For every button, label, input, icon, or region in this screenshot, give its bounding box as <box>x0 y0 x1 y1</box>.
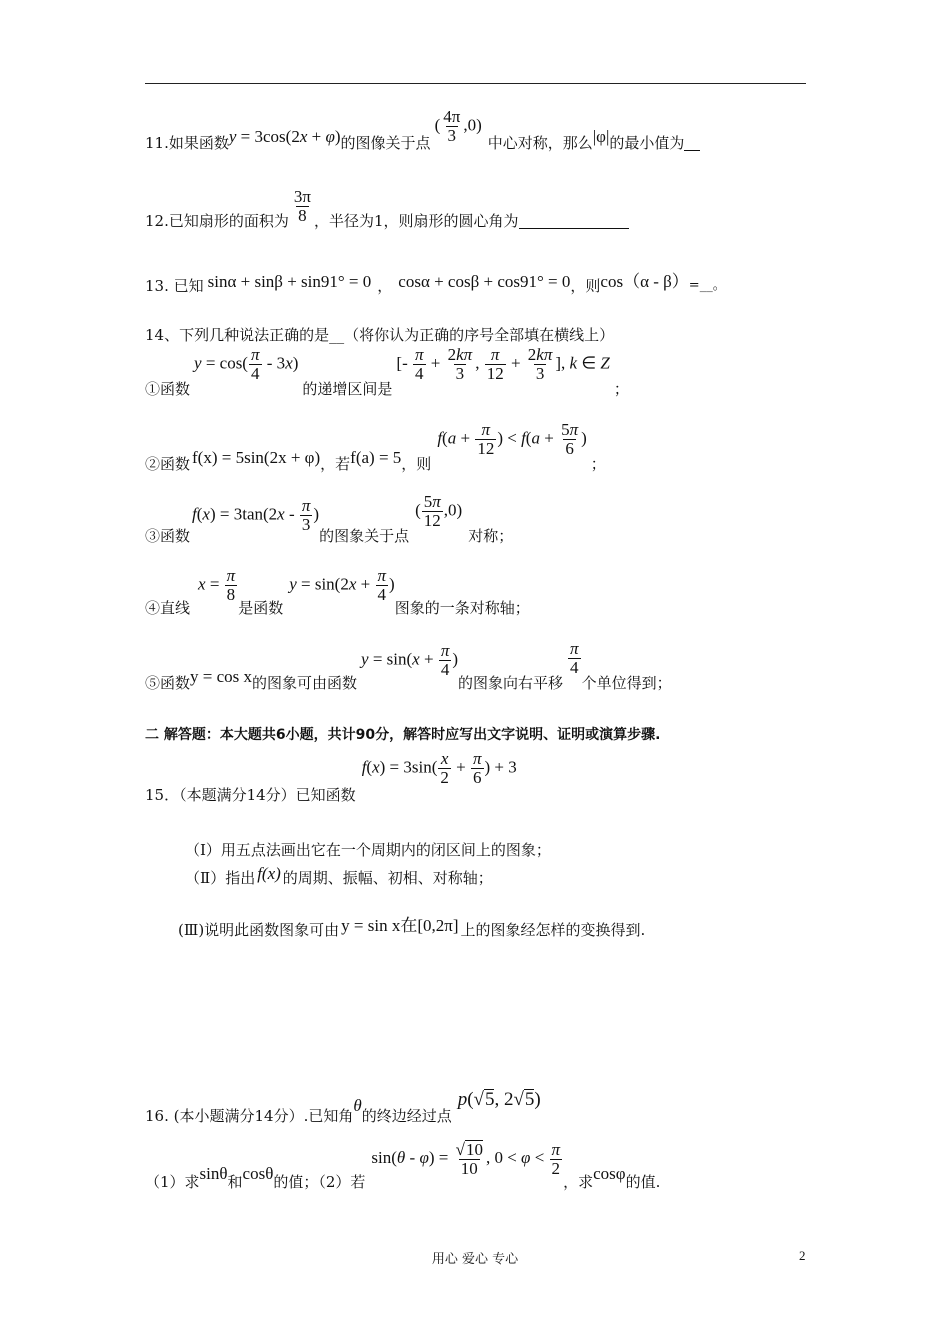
q15-prefix: 15．（本题满分14分）已知函数 <box>145 786 356 804</box>
q11-abs-phi: |φ| <box>592 127 610 146</box>
q12-tail: ，半径为1，则扇形的圆心角为 <box>313 212 519 230</box>
q11-answer-blank <box>684 150 700 151</box>
s2-end: ； <box>590 455 606 473</box>
q16-p1-comma: ，求 <box>563 1173 594 1191</box>
s2-then: ，则 <box>401 455 432 473</box>
s3-end: 对称； <box>468 527 514 545</box>
s2-if: ，若 <box>320 455 351 473</box>
q12-answer-blank <box>519 228 629 229</box>
q14-statement-2 <box>145 420 606 473</box>
q16-and: 和 <box>227 1173 243 1191</box>
q13-eq1: sinα + sinβ + sin91° = 0 <box>207 272 372 291</box>
q16-condition: sin(θ - φ) = $\frac{√10}{10}$ , 0 < φ < $\frac{\pi}{2}$ <box>371 1139 561 1178</box>
q11-mid2: 中心对称，那么 <box>487 134 593 152</box>
question-16 <box>145 1089 541 1125</box>
s3-text: 的图象关于点 <box>319 527 410 545</box>
q12-prefix: 12.已知扇形的面积为 <box>145 212 289 230</box>
q15-p2-post: 的周期、振幅、初相、对称轴； <box>282 869 493 887</box>
q14-statement-4 <box>145 566 530 617</box>
q16-parts <box>145 1139 661 1191</box>
s2-label: ②函数 <box>145 455 191 473</box>
q14-statement-5 <box>145 639 672 692</box>
header-rule <box>145 83 806 84</box>
s5-shift: $\frac{\pi}{4}$ <box>570 639 579 677</box>
q16-theta: θ <box>353 1096 362 1115</box>
s1-text: 的递增区间是 <box>302 380 393 398</box>
s5-text2: 的图象向右平移 <box>458 674 564 692</box>
page-number: 2 <box>799 1248 806 1263</box>
s1-label: ①函数 <box>145 380 191 398</box>
q15-p2-pre: （Ⅱ）指出 <box>185 869 256 887</box>
s5-text: 的图象可由函数 <box>252 674 358 692</box>
s5-label: ⑤函数 <box>145 674 191 692</box>
s4-label: ④直线 <box>145 599 191 617</box>
q13-tail: =__。 <box>688 278 726 293</box>
q16-prefix: 16. (本小题满分14分）.已知角 <box>145 1107 354 1125</box>
s4-text: 是函数 <box>238 599 284 617</box>
q11-prefix: 11.如果函数 <box>145 134 229 152</box>
s3-point: ( $\frac{5\pi}{12}$ ,0) <box>415 492 463 530</box>
question-15 <box>145 749 517 804</box>
q16-point: p(√5, 2√5) <box>457 1089 541 1110</box>
q16-p1-mid: 的值；（2）若 <box>273 1173 366 1191</box>
q16-cos-theta: cosθ <box>242 1164 274 1183</box>
q13-eq2: cosα + cosβ + cos91° = 0 <box>398 272 571 291</box>
section-2-heading <box>145 725 660 745</box>
s4-end: 图象的一条对称轴； <box>394 599 530 617</box>
q15-p2-func: f(x) <box>257 864 281 883</box>
q15-p3-post: 上的图象经怎样的变换得到. <box>460 921 646 939</box>
q11-function: y = 3cos(2x + φ) <box>228 127 341 146</box>
q13-sep: ， <box>377 277 393 295</box>
s3-label: ③函数 <box>145 527 191 545</box>
q11-point: ( $\frac{4\pi}{3}$ ,0) <box>434 107 482 145</box>
s2-inequality: f(a + $\frac{\pi}{12}$ ) < f(a + $\frac{5\pi}{6}$ ) <box>437 420 587 458</box>
question-12 <box>145 187 629 235</box>
q13-prefix: 13. 已知 <box>145 277 204 295</box>
q15-part-2 <box>185 864 493 888</box>
q15-part-1: （Ⅰ）用五点法画出它在一个周期内的闭区间上的图象； <box>185 841 551 859</box>
question-14 <box>145 325 614 345</box>
q11-tail: 的最小值为 <box>609 134 685 152</box>
q16-sin-theta: sinθ <box>199 1164 228 1183</box>
q14-intro: 14、下列几种说法正确的是__（将你认为正确的序号全部填在横线上） <box>145 326 615 344</box>
q15-p3-func: y = sin x在[0,2π] <box>341 916 459 935</box>
s4-line: x = $\frac{\pi}{8}$ <box>198 566 236 604</box>
question-13 <box>145 272 726 296</box>
q14-statement-3 <box>145 492 514 545</box>
q16-cos-phi: cosφ <box>593 1164 626 1183</box>
q16-mid: 的终边经过点 <box>361 1107 452 1125</box>
section-2-text: 二 解答题：本大题共6小题，共计90分，解答时应写出文字说明、证明或演算步骤. <box>145 727 661 743</box>
s2-function: f(x) = 5sin(2x + φ) <box>192 448 321 467</box>
s4-function: y = sin(2x + $\frac{\pi}{4}$ ) <box>289 566 395 604</box>
q15-part-3 <box>178 916 646 940</box>
s5-source-function: y = sin(x + $\frac{\pi}{4}$ ) <box>361 641 459 679</box>
question-11 <box>145 107 700 157</box>
s5-end: 个单位得到； <box>581 674 672 692</box>
footer-motto: 用心 爱心 专心 <box>431 1252 519 1267</box>
s2-condition: f(a) = 5 <box>350 448 402 467</box>
q13-target: cos（α - β） <box>600 272 689 291</box>
q12-area: $\frac{3\pi}{8}$ <box>293 187 311 225</box>
q11-mid: 的图像关于点 <box>340 134 431 152</box>
s1-end: ； <box>613 380 629 398</box>
s1-function: y = cos( $\frac{\pi}{4}$ - 3x) <box>194 345 299 383</box>
s5-function: y = cos x <box>190 667 253 686</box>
s1-interval: [- $\frac{\pi}{4}$ + $\frac{2k\pi}{3}$ , $\frac{\pi}{12}$ + $\frac{2k\pi}{3}$ ], k ∈ Z <box>396 345 610 383</box>
q15-function: f(x) = 3sin( $\frac{x}{2}$ + $\frac{\pi}{6}$ ) + 3 <box>361 749 517 787</box>
q13-then: ，则 <box>570 277 601 295</box>
s3-function: f(x) = 3tan(2x - $\frac{\pi}{3}$ ) <box>192 496 320 534</box>
q16-p1-end: 的值. <box>625 1173 661 1191</box>
q16-p1-pre: （1）求 <box>145 1173 200 1191</box>
q15-p3-pre: (Ⅲ)说明此函数图象可由 <box>178 921 340 939</box>
q14-statement-1 <box>145 345 629 398</box>
